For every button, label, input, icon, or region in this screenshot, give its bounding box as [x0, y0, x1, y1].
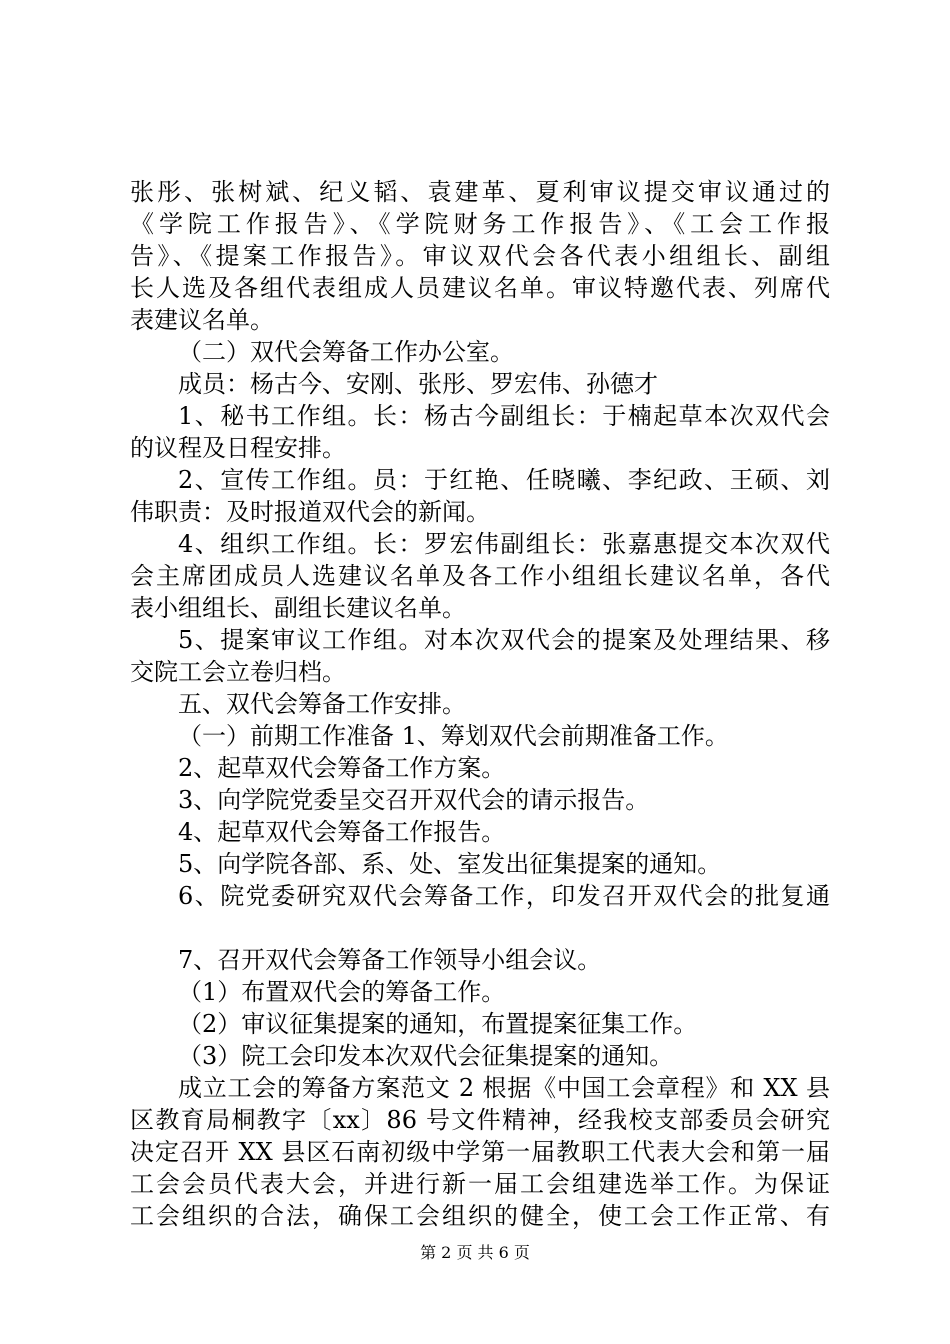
- text-line: 伟职责：及时报道双代会的新闻。: [130, 498, 490, 526]
- text-line: （1）布置双代会的筹备工作。: [178, 978, 506, 1006]
- text-line: 4、起草双代会筹备工作报告。: [178, 818, 506, 846]
- text-line: 5、提案审议工作组。对本次双代会的提案及处理结果、移: [178, 626, 830, 654]
- text-line: 2、起草双代会筹备工作方案。: [178, 754, 506, 782]
- text-line: 工会会员代表大会，并进行新一届工会组建选举工作。为保证: [130, 1170, 830, 1198]
- text-line: 工会组织的合法，确保工会组织的健全，使工会工作正常、有: [130, 1202, 830, 1230]
- text-line: 的议程及日程安排。: [130, 434, 346, 462]
- text-line: 区教育局桐教字〔xx〕86 号文件精神，经我校支部委员会研究: [130, 1106, 830, 1134]
- text-line: （2）审议征集提案的通知，布置提案征集工作。: [178, 1010, 698, 1038]
- text-line: 6、院党委研究双代会筹备工作，印发召开双代会的批复通: [178, 882, 830, 910]
- text-line: 7、召开双代会筹备工作领导小组会议。: [178, 946, 602, 974]
- text-line: 会主席团成员人选建议名单及各工作小组组长建议名单，各代: [130, 562, 830, 590]
- text-line: 5、向学院各部、系、处、室发出征集提案的通知。: [178, 850, 722, 878]
- text-line: 表小组组长、副组长建议名单。: [130, 594, 466, 622]
- text-line: 成立工会的筹备方案范文 2 根据《中国工会章程》和 XX 县: [178, 1074, 830, 1102]
- text-line: 4、组织工作组。长：罗宏伟副组长：张嘉惠提交本次双代: [178, 530, 830, 558]
- text-line: 长人选及各组代表组成人员建议名单。审议特邀代表、列席代: [130, 274, 830, 302]
- section-heading: 五、双代会筹备工作安排。: [178, 690, 466, 718]
- section-heading: （二）双代会筹备工作办公室。: [178, 338, 514, 366]
- text-line: 表建议名单。: [130, 306, 274, 334]
- text-line: 成员：杨古今、安刚、张彤、罗宏伟、孙德才: [178, 370, 658, 398]
- text-line: 《学院工作报告》、《学院财务工作报告》、《工会工作报: [130, 210, 830, 238]
- text-line: 告》、《提案工作报告》。审议双代会各代表小组组长、副组: [130, 242, 830, 270]
- text-line: （一）前期工作准备 1、筹划双代会前期准备工作。: [178, 722, 729, 750]
- text-line: 决定召开 XX 县区石南初级中学第一届教职工代表大会和第一届: [130, 1138, 830, 1166]
- text-line: 张彤、张树斌、纪义韬、袁建革、夏利审议提交审议通过的: [130, 178, 830, 206]
- page-footer: 第 2 页 共 6 页: [420, 1243, 530, 1262]
- text-line: 交院工会立卷归档。: [130, 658, 346, 686]
- text-line: （3）院工会印发本次双代会征集提案的通知。: [178, 1042, 674, 1070]
- text-line: 3、向学院党委呈交召开双代会的请示报告。: [178, 786, 650, 814]
- text-line: 2、宣传工作组。员：于红艳、任晓曦、李纪政、王硕、刘: [178, 466, 830, 494]
- text-line: 1、秘书工作组。长：杨古今副组长：于楠起草本次双代会: [178, 402, 830, 430]
